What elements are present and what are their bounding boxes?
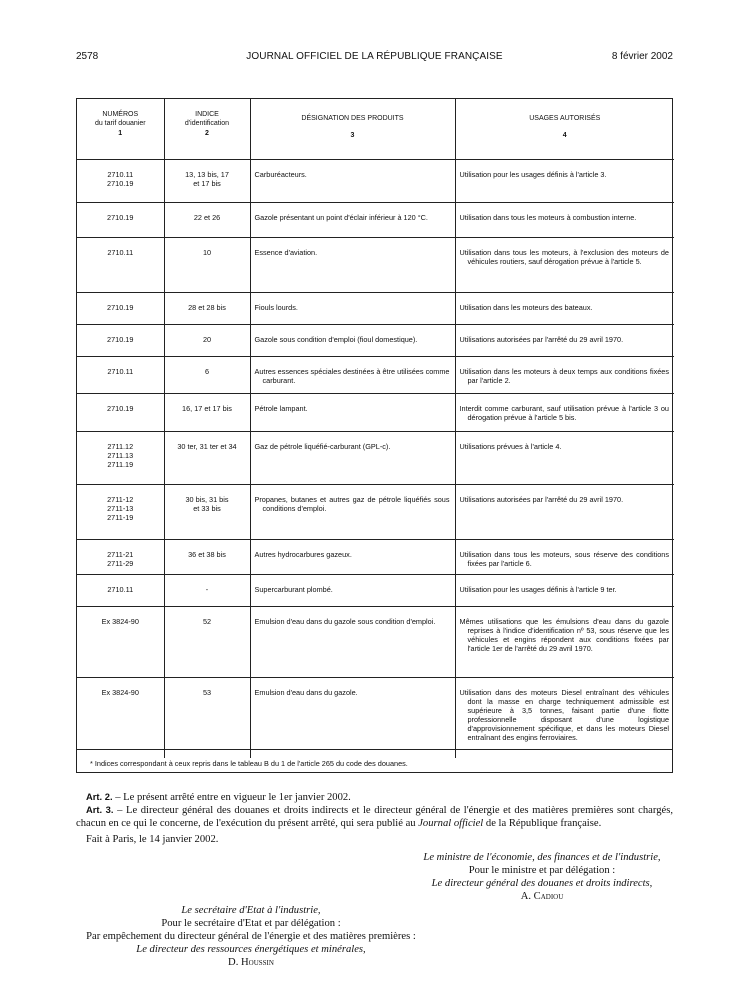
usage-cell-text: Utilisation dans les moteurs à deux temps aux conditions fixées par l'article 2. <box>459 367 669 385</box>
table-row <box>77 540 674 575</box>
tariff-cell <box>77 293 164 325</box>
designation-cell-text: Fiouls lourds. <box>254 303 298 312</box>
tariff-cell-text: 2710.19 <box>107 404 134 413</box>
index-cell-text: 30 ter, 31 ter et 34 <box>177 442 237 451</box>
sig1-line1: Le ministre de l'économie, des finances et de l'industrie, <box>423 852 661 863</box>
index-cell <box>164 432 250 485</box>
index-cell <box>164 238 250 293</box>
designation-cell <box>250 203 455 238</box>
table-row <box>77 325 674 357</box>
designation-cell <box>250 293 455 325</box>
usage-cell <box>455 540 674 575</box>
index-cell-text: 20 <box>202 335 212 344</box>
sig2-name: D. Houssin <box>228 957 274 968</box>
tariff-cell <box>77 160 164 203</box>
sig2-line3: Par empêchement du directeur général de l'énergie et des matières premières : <box>86 931 416 942</box>
usage-cell-text: Utilisation dans les moteurs des bateaux. <box>459 303 593 312</box>
usage-cell-text: Mêmes utilisations que les émulsions d'eau dans du gazole reprises à l'indice d'identification nº 53, sous réserve que les véhicules et engins répondent aux conditions fixées par l'article 1er de l'arrêté du 29 avril 1970. <box>459 617 669 653</box>
designation-cell <box>250 485 455 540</box>
article-2 <box>76 790 673 804</box>
index-cell <box>164 607 250 678</box>
table-footnote: * Indices correspondant à ceux repris dans le tableau B du 1 de l'article 265 du code des douanes. <box>76 749 673 773</box>
designation-cell <box>250 160 455 203</box>
designation-cell-text: Emulsion d'eau dans du gazole sous condition d'emploi. <box>254 617 436 626</box>
column-title: USAGES AUTORISÉS <box>529 115 601 122</box>
page-number: 2578 <box>76 51 99 62</box>
designation-cell-text: Gazole présentant un point d'éclair inférieur à 120 °C. <box>254 213 428 222</box>
designation-cell-text: Supercarburant plombé. <box>254 585 333 594</box>
sig1-name: A. Cadiou <box>520 891 564 902</box>
table-row <box>77 432 674 485</box>
designation-cell-text: Autres essences spéciales destinées à être utilisées comme carburant. <box>254 367 450 385</box>
table-row <box>77 293 674 325</box>
usage-cell-text: Interdit comme carburant, sauf utilisation prévue à l'article 3 ou dérogation prévue à l'article 5 bis. <box>459 404 669 422</box>
tariff-cell <box>77 540 164 575</box>
article-2-text: – Le présent arrêté entre en vigueur le 1er janvier 2002. <box>112 792 351 803</box>
signature-secretary <box>76 904 426 969</box>
article-3-label: Art. 3. <box>86 804 114 815</box>
table-row <box>77 485 674 540</box>
index-cell <box>164 160 250 203</box>
table-row <box>77 678 674 758</box>
journal-title: JOURNAL OFFICIEL DE LA RÉPUBLIQUE FRANÇAISE <box>246 51 503 62</box>
column-header <box>250 99 455 160</box>
designation-cell <box>250 540 455 575</box>
index-cell-text: 16, 17 et 17 bis <box>182 404 232 413</box>
designation-cell-text: Gazole sous condition d'emploi (fioul domestique). <box>254 335 418 344</box>
tariff-cell-text: 2710.19 <box>107 213 134 222</box>
usage-cell-text: Utilisations autorisées par l'arrêté du 29 avril 1970. <box>459 495 624 504</box>
usage-cell-text: Utilisations autorisées par l'arrêté du 29 avril 1970. <box>459 335 624 344</box>
index-cell <box>164 678 250 758</box>
usage-cell-text: Utilisation dans tous les moteurs à combustion interne. <box>459 213 637 222</box>
column-title: DÉSIGNATION DES PRODUITS <box>301 115 404 122</box>
tariff-cell <box>77 394 164 432</box>
table-row <box>77 357 674 394</box>
table-row <box>77 394 674 432</box>
index-cell-text: 28 et 28 bis <box>188 303 226 312</box>
designation-cell <box>250 607 455 678</box>
tariff-cell-text: 2710.11 <box>107 248 134 257</box>
column-number: 1 <box>118 130 123 137</box>
tariff-cell-text: Ex 3824-90 <box>101 688 139 697</box>
table-row <box>77 203 674 238</box>
designation-cell <box>250 575 455 607</box>
designation-cell <box>250 325 455 357</box>
index-cell-text: 30 bis, 31 bis et 33 bis <box>185 495 229 513</box>
usage-cell <box>455 485 674 540</box>
designation-cell-text: Autres hydrocarbures gazeux. <box>254 550 352 559</box>
index-cell-text: 36 et 38 bis <box>188 550 226 559</box>
designation-cell-text: Propanes, butanes et autres gaz de pétrole liquéfiés sous conditions d'emploi. <box>254 495 450 513</box>
article-3-text-a: – Le directeur général des douanes et droits indirects et le directeur général de l'énergie et des matières premières sont chargés, chacun en ce qui le concerne, de l'exécution du présent arrêté, qui sera publié au <box>76 805 673 829</box>
sig1-line2: Pour le ministre et par délégation : <box>468 865 616 876</box>
tariff-cell-text: 2711.12 2711.13 2711.19 <box>107 442 134 469</box>
article-3 <box>76 803 673 830</box>
index-cell-text: - <box>205 585 209 594</box>
designation-cell <box>250 432 455 485</box>
index-cell <box>164 394 250 432</box>
designation-cell-text: Essence d'aviation. <box>254 248 318 257</box>
signature-minister <box>402 851 682 903</box>
article-2-label: Art. 2. <box>86 791 113 802</box>
designation-cell <box>250 238 455 293</box>
issue-date: 8 février 2002 <box>611 51 673 62</box>
tariff-cell-text: 2710.11 <box>107 585 134 594</box>
tariff-cell-text: Ex 3824-90 <box>101 617 139 626</box>
usage-cell <box>455 678 674 758</box>
article-3-text-b: de la République française. <box>483 818 602 829</box>
tariff-cell <box>77 238 164 293</box>
table-header-row <box>77 99 674 160</box>
usage-cell <box>455 160 674 203</box>
usage-cell-text: Utilisation pour les usages définis à l'article 3. <box>459 170 607 179</box>
products-table <box>77 99 674 758</box>
designation-cell-text: Emulsion d'eau dans du gazole. <box>254 688 358 697</box>
usage-cell <box>455 325 674 357</box>
usage-cell-text: Utilisation dans des moteurs Diesel entraînant des véhicules dont la masse en charge techniquement admissible est supérieure à 3,5 tonnes, faisant partie d'une flotte professionnelle disposant d'une logistique d'approvisionnement spécifique, et dans les moteurs Diesel entraînant des engins ferroviaires. <box>459 688 669 742</box>
designation-cell <box>250 678 455 758</box>
tariff-cell-text: 2710.11 2710.19 <box>107 170 134 188</box>
tariff-cell <box>77 432 164 485</box>
tariff-cell <box>77 607 164 678</box>
column-header <box>77 99 164 160</box>
index-cell <box>164 485 250 540</box>
table-row <box>77 238 674 293</box>
usage-cell <box>455 203 674 238</box>
index-cell-text: 22 et 26 <box>193 213 221 222</box>
tariff-cell <box>77 678 164 758</box>
usage-cell <box>455 575 674 607</box>
sig2-line4: Le directeur des ressources énergétiques et minérales, <box>136 944 366 955</box>
table-row <box>77 607 674 678</box>
usage-cell-text: Utilisation dans tous les moteurs, sous réserve des conditions fixées par l'article 6. <box>459 550 669 568</box>
index-cell-text: 10 <box>202 248 212 257</box>
index-cell-text: 53 <box>202 688 212 697</box>
index-cell <box>164 357 250 394</box>
index-cell <box>164 293 250 325</box>
column-header <box>164 99 250 160</box>
sig2-line2: Pour le secrétaire d'Etat et par délégation : <box>161 918 341 929</box>
index-cell <box>164 325 250 357</box>
usage-cell <box>455 394 674 432</box>
usage-cell-text: Utilisations prévues à l'article 4. <box>459 442 562 451</box>
index-cell-text: 13, 13 bis, 17 et 17 bis <box>185 170 229 188</box>
usage-cell-text: Utilisation pour les usages définis à l'article 9 ter. <box>459 585 617 594</box>
column-title: INDICE d'identification <box>184 111 230 127</box>
sig2-line1: Le secrétaire d'Etat à l'industrie, <box>181 905 321 916</box>
tariff-cell <box>77 357 164 394</box>
table-body <box>77 160 674 758</box>
tariff-cell-text: 2711-21 2711-29 <box>107 550 134 568</box>
usage-cell <box>455 293 674 325</box>
usage-cell <box>455 432 674 485</box>
tariff-cell-text: 2711-12 2711-13 2711-19 <box>107 495 134 522</box>
index-cell <box>164 203 250 238</box>
tariff-cell-text: 2710.11 <box>107 367 134 376</box>
tariff-cell <box>77 575 164 607</box>
designation-cell <box>250 394 455 432</box>
index-cell-text: 6 <box>204 367 210 376</box>
designation-cell-text: Pétrole lampant. <box>254 404 308 413</box>
tariff-cell-text: 2710.19 <box>107 335 134 344</box>
index-cell-text: 52 <box>202 617 212 626</box>
table-row <box>77 575 674 607</box>
done-at-text: Fait à Paris, le 14 janvier 2002. <box>86 834 219 845</box>
tariff-cell <box>77 325 164 357</box>
tariff-cell <box>77 203 164 238</box>
column-number: 4 <box>562 132 567 139</box>
done-at <box>76 833 673 846</box>
article-3-journal: Journal officiel <box>418 818 484 829</box>
column-header <box>455 99 674 160</box>
column-number: 3 <box>350 132 355 139</box>
table-row <box>77 160 674 203</box>
usage-cell <box>455 357 674 394</box>
column-number: 2 <box>205 130 209 137</box>
column-title: NUMÉROS du tarif douanier <box>94 111 146 127</box>
tariff-cell <box>77 485 164 540</box>
designation-cell-text: Carburéacteurs. <box>254 170 307 179</box>
designation-cell-text: Gaz de pétrole liquéfié-carburant (GPL-c). <box>254 442 391 451</box>
index-cell <box>164 575 250 607</box>
index-cell <box>164 540 250 575</box>
sig1-line3: Le directeur général des douanes et droits indirects, <box>431 878 653 889</box>
running-head <box>76 51 673 65</box>
products-table-frame <box>76 98 673 773</box>
tariff-cell-text: 2710.19 <box>107 303 134 312</box>
usage-cell <box>455 607 674 678</box>
usage-cell <box>455 238 674 293</box>
designation-cell <box>250 357 455 394</box>
usage-cell-text: Utilisation dans tous les moteurs, à l'exclusion des moteurs de véhicules routiers, sauf dérogation prévue à l'article 5. <box>459 248 669 266</box>
